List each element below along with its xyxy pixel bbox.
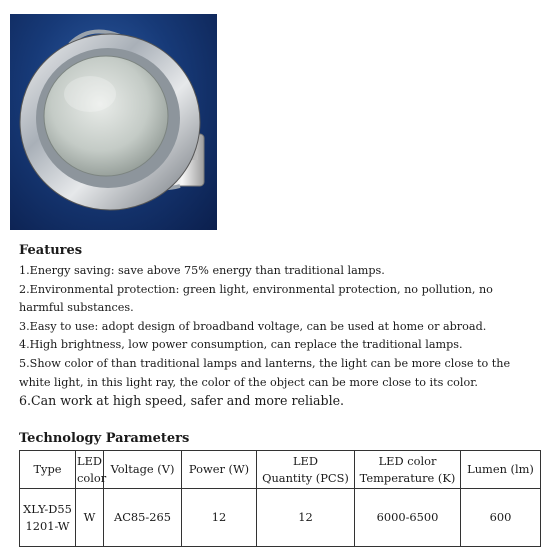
product-photo — [10, 14, 217, 230]
header-color-temperature: LED color Temperature (K) — [355, 451, 461, 489]
feature-item: 5.Show color of than traditional lamps and lanterns, the light can be more close to the white light, in this light ray, the color of the object can be more close to its color. — [19, 356, 511, 389]
feature-item: 2.Environmental protection: green light, environmental protection, no pollution, no harmful substances. — [19, 282, 493, 315]
features-list — [19, 262, 529, 411]
cell-type: XLY-D551201-W — [20, 489, 76, 547]
header-type: Type — [20, 451, 76, 489]
header-led-color: LED color — [76, 451, 104, 489]
header-lumen: Lumen (lm) — [461, 451, 541, 489]
feature-item: 3.Easy to use: adopt design of broadband voltage, can be used at home or abroad. — [19, 319, 487, 333]
feature-item: 6.Can work at high speed, safer and more reliable. — [19, 393, 345, 409]
cell-power: 12 — [182, 489, 257, 547]
table-header-row — [20, 451, 541, 489]
feature-item: 4.High brightness, low power consumption, can replace the traditional lamps. — [19, 338, 463, 352]
table-row — [20, 489, 541, 547]
tech-parameters-table — [19, 450, 541, 547]
features-heading: Features — [19, 243, 83, 258]
header-voltage: Voltage (V) — [104, 451, 182, 489]
cell-lumen: 600 — [461, 489, 541, 547]
cell-led-color: W — [76, 489, 104, 547]
header-power: Power (W) — [182, 451, 257, 489]
cell-led-quantity: 12 — [257, 489, 355, 547]
header-led-quantity: LED Quantity (PCS) — [257, 451, 355, 489]
cell-voltage: AC85-265 — [104, 489, 182, 547]
tech-parameters-heading: Technology Parameters — [19, 431, 190, 446]
feature-item: 1.Energy saving: save above 75% energy than traditional lamps. — [19, 264, 385, 277]
cell-color-temperature: 6000-6500 — [355, 489, 461, 547]
